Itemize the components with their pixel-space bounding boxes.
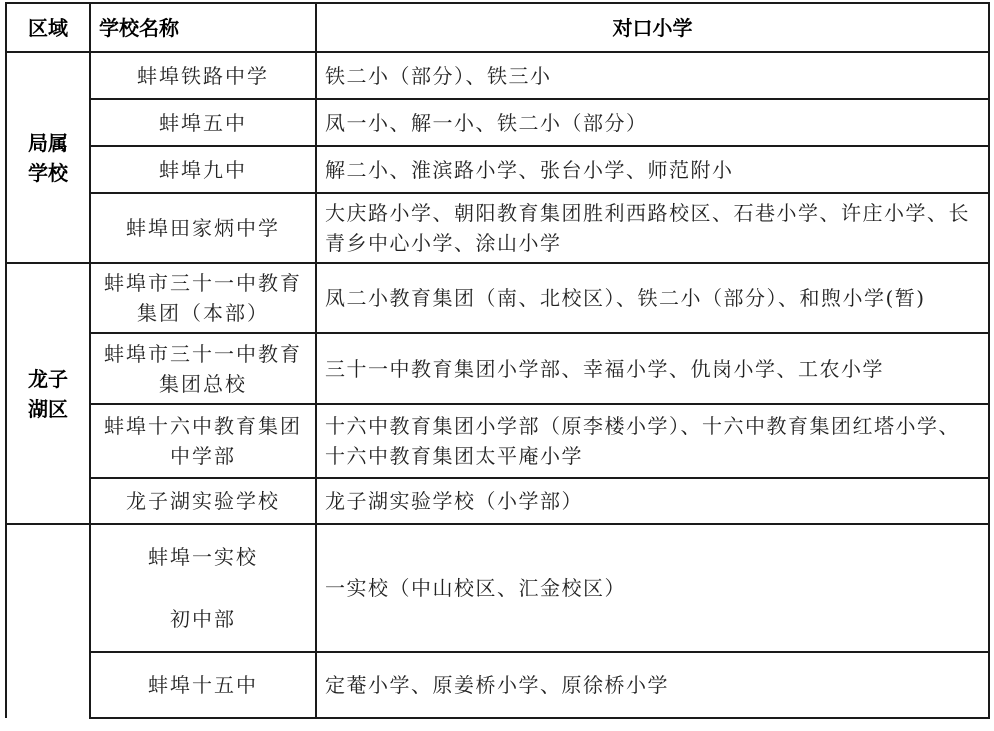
district-line: 局属 [28,130,68,155]
primary-cell: 龙子湖实验学校（小学部） [316,478,989,524]
district-cell [6,52,90,263]
primary-cell: 十六中教育集团小学部（原李楼小学）、十六中教育集团红塔小学、十六中教育集团太平庵小学 [316,404,989,478]
table-row [6,404,989,478]
district-cell [6,263,90,524]
header-primary: 对口小学 [316,3,989,52]
school-cell: 蚌埠市三十一中教育集团总校 [90,333,316,404]
school-cell: 蚌埠铁路中学 [90,52,316,99]
primary-cell: 铁二小（部分）、铁三小 [316,52,989,99]
district-line: 湖区 [28,396,68,421]
table-row [6,193,989,263]
school-cell: 蚌埠市三十一中教育集团（本部） [90,263,316,333]
primary-cell: 解二小、淮滨路小学、张台小学、师范附小 [316,146,989,193]
school-cell: 蚌埠十五中 [90,652,316,718]
primary-cell: 一实校（中山校区、汇金校区） [316,524,989,652]
table-row [6,146,989,193]
school-cell: 蚌埠十六中教育集团中学部 [90,404,316,478]
table-row [6,263,989,333]
school-district-table [5,2,990,719]
school-cell: 龙子湖实验学校 [90,478,316,524]
table-row [6,478,989,524]
header-school: 学校名称 [90,3,316,52]
school-cell: 蚌埠九中 [90,146,316,193]
school-cell: 蚌埠田家炳中学 [90,193,316,263]
district-line: 龙子 [28,366,68,391]
district-line: 学校 [28,160,68,185]
primary-cell: 三十一中教育集团小学部、幸福小学、仇岗小学、工农小学 [316,333,989,404]
table-row [6,652,989,718]
primary-cell: 凤二小教育集团（南、北校区）、铁二小（部分）、和煦小学(暂) [316,263,989,333]
school-line: 蚌埠一实校 [148,545,258,569]
table-row [6,52,989,99]
primary-cell: 凤一小、解一小、铁二小（部分） [316,99,989,146]
header-row [6,3,989,52]
table-row [6,99,989,146]
header-district: 区域 [6,3,90,52]
school-cell [90,524,316,652]
primary-cell: 定菴小学、原姜桥小学、原徐桥小学 [316,652,989,718]
school-line: 初中部 [170,607,236,631]
primary-cell: 大庆路小学、朝阳教育集团胜利西路校区、石巷小学、许庄小学、长青乡中心小学、涂山小学 [316,193,989,263]
table-row [6,333,989,404]
school-cell: 蚌埠五中 [90,99,316,146]
table-row [6,524,989,652]
district-cell [6,524,90,718]
